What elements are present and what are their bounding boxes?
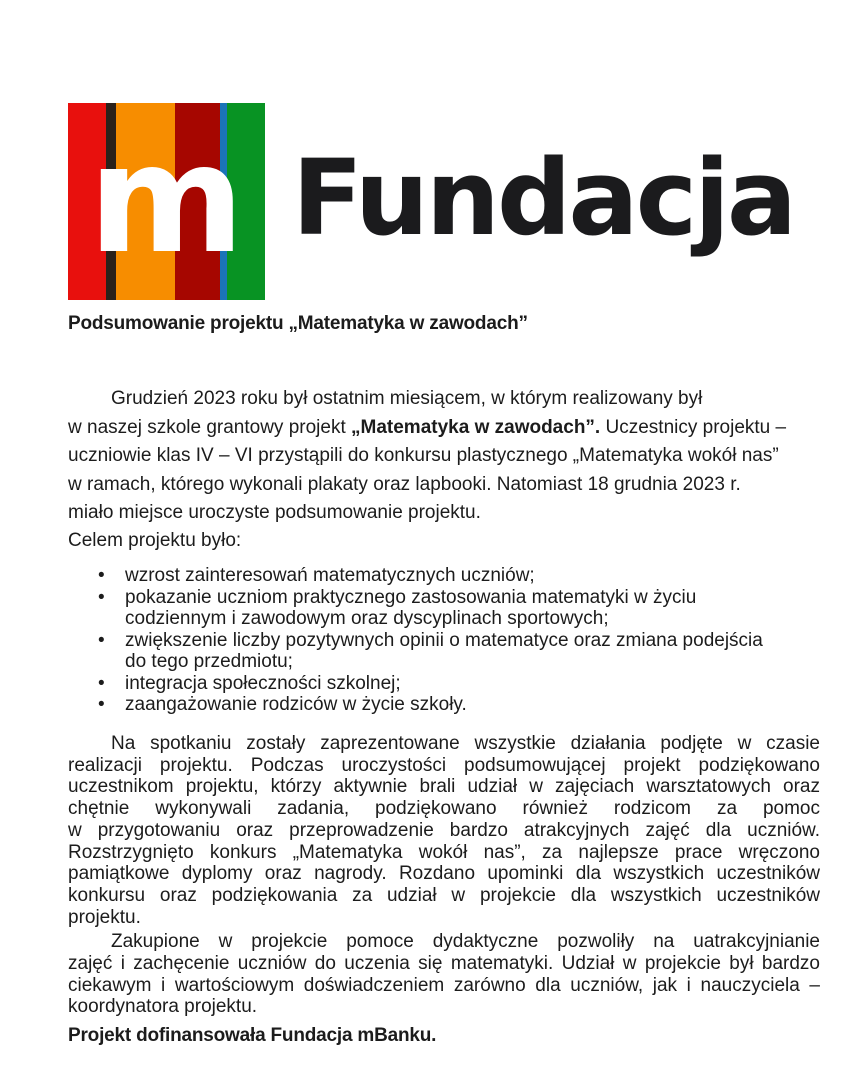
paragraph-line: koordynatora projektu.: [68, 996, 258, 1018]
list-item-line: zaangażowanie rodziców w życie szkoły.: [125, 694, 467, 715]
list-item: [68, 565, 820, 587]
bullet-icon: •: [98, 565, 105, 586]
list-item: [68, 587, 820, 630]
paragraph-line: uczestnikom projektu, którzy aktywnie brali udział w zajęciach warsztatowych oraz: [68, 776, 820, 798]
list-item: [68, 694, 820, 716]
paragraph-line: zajęć i zachęcenie uczniów do uczenia się matematyki. Udział w projekcie był bardzo: [68, 952, 820, 974]
list-item-line: integracja społeczności szkolnej;: [125, 672, 401, 694]
paragraph-line: miało miejsce uroczyste podsumowanie projektu.: [68, 502, 481, 524]
intro-line2-post: Uczestnicy projektu –: [600, 416, 787, 438]
paragraph-line: pamiątkowe dyplomy oraz nagrody. Rozdano upominki dla wszystkich uczestników: [68, 863, 820, 885]
list-item-line: wzrost zainteresowań matematycznych uczniów;: [125, 565, 535, 586]
paragraph-line: uczniowie klas IV – VI przystąpili do konkursu plastycznego „Matematyka wokół nas”: [68, 445, 779, 467]
goals-list: [68, 565, 820, 716]
list-item-line: zwiększenie liczby pozytywnych opinii o matematyce oraz zmiana podejścia: [125, 629, 763, 651]
intro-line2-pre: w naszej szkole grantowy projekt: [68, 416, 352, 438]
mbank-foundation-logo: [68, 103, 265, 300]
logo-m-letter: m: [88, 113, 245, 287]
paragraph-line: ciekawym i wartościowym doświadczeniem zarówno dla uczniów, jak i nauczyciela –: [68, 974, 820, 996]
paragraph-line: w ramach, którego wykonali plakaty oraz lapbooki. Natomiast 18 grudnia 2023 r.: [68, 473, 741, 495]
paragraph-line: Zakupione w projekcie pomoce dydaktyczne pozwoliły na uatrakcyjnianie: [111, 931, 820, 952]
paragraph-line: realizacji projektu. Podczas uroczystości podsumowującej projekt podziękowano: [68, 754, 820, 776]
bullet-icon: •: [98, 672, 105, 694]
intro-paragraph: [68, 385, 808, 528]
goals-heading: Celem projektu było:: [68, 530, 242, 551]
list-item-line: codziennym i zawodowym oraz dyscyplinach sportowych;: [125, 608, 609, 629]
paragraph-line: chętnie wykonywali zadania, podziękowano również rodzicom za pomoc: [68, 798, 820, 820]
closing-paragraph: [68, 931, 820, 1018]
paragraph-line: konkursu oraz podziękowania za udział w projekcie dla wszystkich uczestników: [68, 884, 820, 906]
summary-paragraph: [68, 733, 820, 928]
document-title: Podsumowanie projektu „Matematyka w zawodach”: [68, 313, 528, 334]
bullet-icon: •: [98, 586, 105, 608]
bullet-icon: •: [98, 694, 105, 715]
list-item-line: do tego przedmiotu;: [125, 651, 293, 672]
paragraph-line: Grudzień 2023 roku był ostatnim miesiącem, w którym realizowany był: [111, 388, 703, 409]
list-item: [68, 630, 820, 673]
logo-brand-text: Fundacja: [292, 137, 795, 259]
bullet-icon: •: [98, 629, 105, 651]
paragraph-line: Rozstrzygnięto konkurs „Matematyka wokół nas”, za najlepsze prace wręczono: [68, 841, 820, 863]
paragraph-line: [68, 414, 808, 443]
paragraph-line: w przygotowaniu oraz przeprowadzenie bardzo atrakcyjnych zajęć dla uczniów.: [68, 819, 820, 841]
intro-line2-bold: „Matematyka w zawodach”.: [351, 416, 601, 438]
list-item: [68, 673, 820, 695]
paragraph-line: Na spotkaniu zostały zaprezentowane wszystkie działania podjęte w czasie: [111, 733, 820, 754]
funding-note: Projekt dofinansowała Fundacja mBanku.: [68, 1025, 437, 1046]
paragraph-line: projektu.: [68, 906, 141, 928]
list-item-line: pokazanie uczniom praktycznego zastosowania matematyki w życiu: [125, 586, 697, 608]
